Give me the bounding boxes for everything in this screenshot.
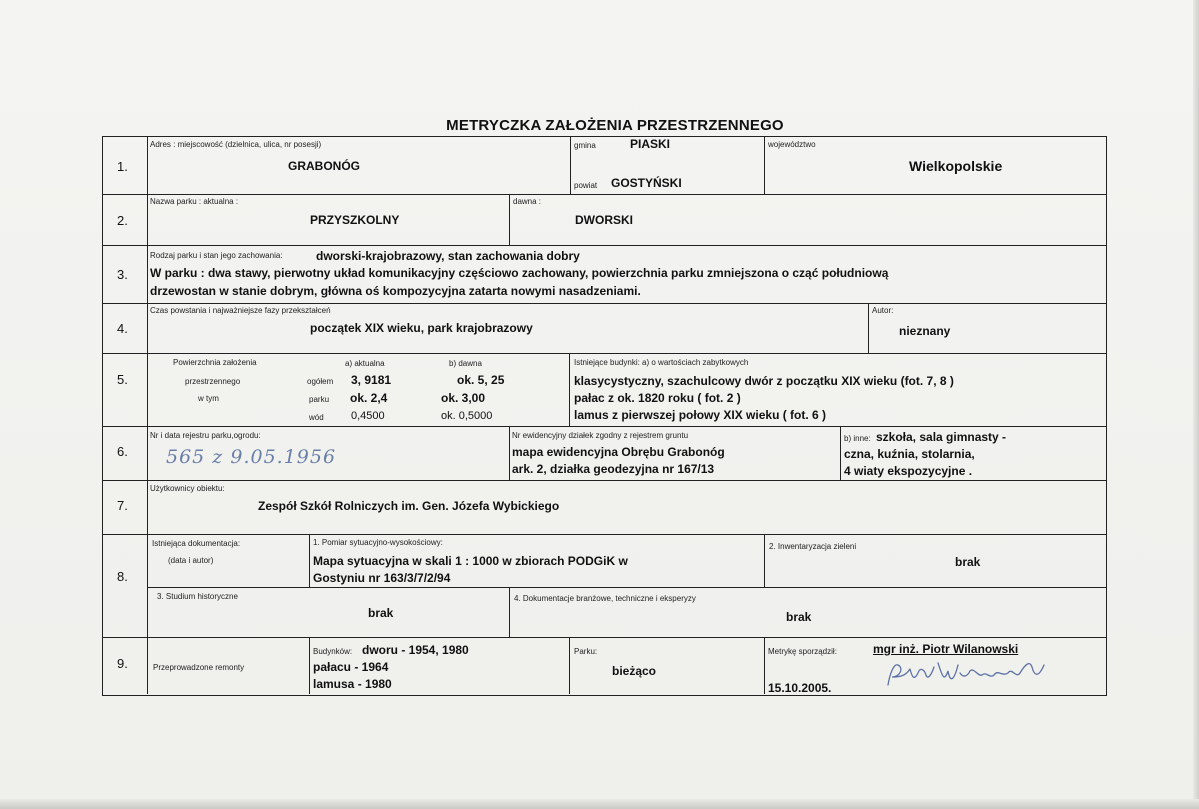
wojewodztwo-label: województwo	[768, 140, 816, 149]
area-label: przestrzennego	[185, 377, 241, 386]
creation-time-value: początek XIX wieku, park krajobrazowy	[310, 321, 533, 335]
row-number: 9.	[117, 656, 128, 671]
row-divider	[102, 353, 1106, 354]
technical-docs-label: 4. Dokumentacje branżowe, techniczne i eksperyzy	[514, 594, 696, 603]
paper-edge-bottom	[0, 799, 1199, 809]
former-name-label: dawna :	[513, 197, 542, 206]
row-divider	[102, 245, 1106, 246]
other-buildings-line: 4 wiaty ekspozycyjne .	[844, 464, 973, 478]
cell-divider	[569, 353, 570, 426]
cell-divider	[509, 426, 510, 480]
cell-divider	[309, 534, 310, 587]
area-column-former: b) dawna	[449, 359, 482, 368]
renovations-label: Przeprowadzone remonty	[153, 663, 245, 672]
area-label: Powierzchnia założenia	[173, 358, 257, 367]
survey-line: Mapa sytuacyjna w skali 1 : 1000 w zbiorach PODGiK w	[313, 554, 628, 568]
powiat-value: GOSTYŃSKI	[611, 176, 682, 190]
register-label: Nr i data rejestru parku,ogrodu:	[150, 431, 261, 440]
cell-divider	[509, 194, 510, 245]
wojewodztwo-value: Wielkopolskie	[909, 158, 1003, 174]
cell-divider	[840, 426, 841, 480]
prepared-date: 15.10.2005.	[768, 681, 832, 695]
row-divider	[102, 534, 1106, 535]
plot-label: Nr ewidencyjny działek zgodny z rejestrem gruntu	[512, 431, 689, 440]
renovated-building: pałacu - 1964	[313, 660, 389, 674]
area-park-label: parku	[309, 395, 330, 404]
area-total-label: ogółem	[307, 377, 334, 386]
row-number: 5.	[117, 372, 128, 387]
row-number: 1.	[117, 159, 128, 174]
former-name-value: DWORSKI	[575, 213, 633, 227]
register-value-handwritten: 565 z 9.05.1956	[166, 446, 337, 468]
park-name-value: PRZYSZKOLNY	[310, 213, 400, 227]
area-water-current: 0,4500	[351, 410, 385, 422]
creation-time-label: Czas powstania i najważniejsze fazy przekształceń	[150, 306, 331, 315]
renovated-buildings-label: Budynków:	[313, 647, 353, 656]
cell-divider	[868, 303, 869, 353]
other-buildings-label: b) inne:	[844, 434, 871, 443]
handwritten-signature	[880, 655, 1055, 693]
other-buildings-line: czna, kuźnia, stolarnia,	[844, 447, 975, 461]
area-column-current: a) aktualna	[345, 359, 385, 368]
park-description-line: drzewostan w stanie dobrym, główna oś kompozycyjna zatarta nowymi nasadzeniami.	[150, 284, 641, 298]
history-study-label: 3. Studium historyczne	[157, 592, 238, 601]
documentation-label: (data i autor)	[168, 556, 214, 565]
greenery-value: brak	[955, 555, 981, 569]
document-title: METRYCZKA ZAŁOŻENIA PRZESTRZENNEGO	[446, 117, 784, 134]
row-number: 3.	[117, 267, 128, 282]
users-value: Zespół Szkół Rolniczych im. Gen. Józefa Wybickiego	[258, 499, 560, 513]
park-renovation-value: bieżąco	[612, 664, 657, 678]
row-number: 4.	[117, 321, 128, 336]
plot-line: mapa ewidencyjna Obrębu Grabonóg	[512, 445, 725, 459]
cell-divider	[570, 136, 571, 194]
plot-line: ark. 2, działka geodezyjna nr 167/13	[512, 462, 715, 476]
area-label: w tym	[198, 394, 219, 403]
users-label: Użytkownicy obiektu:	[150, 484, 225, 493]
documentation-label: Istniejąca dokumentacja:	[152, 539, 241, 548]
area-total-current: 3, 9181	[351, 373, 392, 387]
author-label: Autor:	[872, 306, 894, 315]
renovated-building: lamusa - 1980	[313, 677, 392, 691]
powiat-label: powiat	[574, 181, 598, 190]
park-description-line: W parku : dwa stawy, pierwotny układ komunikacyjny częściowo zachowany, powierzchnia parku zmniejszona o cząć południową	[150, 266, 889, 280]
author-value: nieznany	[899, 324, 951, 338]
prepared-by-value: mgr inż. Piotr Wilanowski	[873, 642, 1019, 656]
row-number: 2.	[117, 213, 128, 228]
area-water-label: wód	[309, 413, 324, 422]
row-divider	[102, 303, 1106, 304]
row-divider	[102, 637, 1106, 638]
survey-line: Gostyniu nr 163/3/7/2/94	[313, 571, 451, 585]
cell-divider	[764, 637, 765, 694]
cell-divider	[509, 587, 510, 637]
number-column-divider	[147, 136, 148, 694]
park-name-label: Nazwa parku : aktualna :	[150, 197, 239, 206]
row-number: 8.	[117, 569, 128, 584]
building-item: pałac z ok. 1820 roku ( fot. 2 )	[574, 391, 741, 405]
gmina-label: gmina	[574, 141, 596, 150]
cell-divider	[764, 534, 765, 587]
other-buildings-line: szkoła, sala gimnasty -	[876, 430, 1007, 444]
gmina-value: PIASKI	[630, 137, 671, 151]
technical-docs-value: brak	[786, 610, 812, 624]
row-divider	[102, 480, 1106, 481]
park-type-label: Rodzaj parku i stan jego zachowania:	[150, 251, 283, 260]
area-water-former: ok. 0,5000	[441, 410, 493, 422]
row-divider	[102, 426, 1106, 427]
address-value: GRABONÓG	[288, 159, 360, 173]
greenery-label: 2. Inwentaryzacja zieleni	[769, 542, 857, 551]
signature-stroke	[888, 663, 1044, 685]
buildings-label: Istniejące budynki: a) o wartościach zabytkowych	[574, 358, 749, 367]
cell-divider	[309, 637, 310, 694]
building-item: lamus z pierwszej połowy XIX wieku ( fot. 6 )	[574, 408, 827, 422]
row8-inner-divider	[147, 587, 1106, 588]
renovated-building: dworu - 1954, 1980	[362, 643, 469, 657]
park-type-value: dworski-krajobrazowy, stan zachowania dobry	[316, 249, 580, 263]
building-item: klasycystyczny, szachulcowy dwór z początku XIX wieku (fot. 7, 8 )	[574, 374, 954, 388]
address-label: Adres : miejscowość (dzielnica, ulica, nr posesji)	[150, 140, 322, 149]
row-number: 6.	[117, 444, 128, 459]
row-divider	[102, 194, 1106, 195]
survey-label: 1. Pomiar sytuacyjno-wysokościowy:	[313, 538, 443, 547]
area-park-former: ok. 3,00	[441, 391, 486, 405]
prepared-by-label: Metrykę sporządził:	[768, 647, 837, 656]
park-renovation-label: Parku:	[574, 647, 598, 656]
area-total-former: ok. 5, 25	[457, 373, 505, 387]
area-park-current: ok. 2,4	[350, 391, 388, 405]
row-number: 7.	[117, 498, 128, 513]
cell-divider	[764, 136, 765, 194]
history-study-value: brak	[368, 606, 394, 620]
cell-divider	[569, 637, 570, 694]
